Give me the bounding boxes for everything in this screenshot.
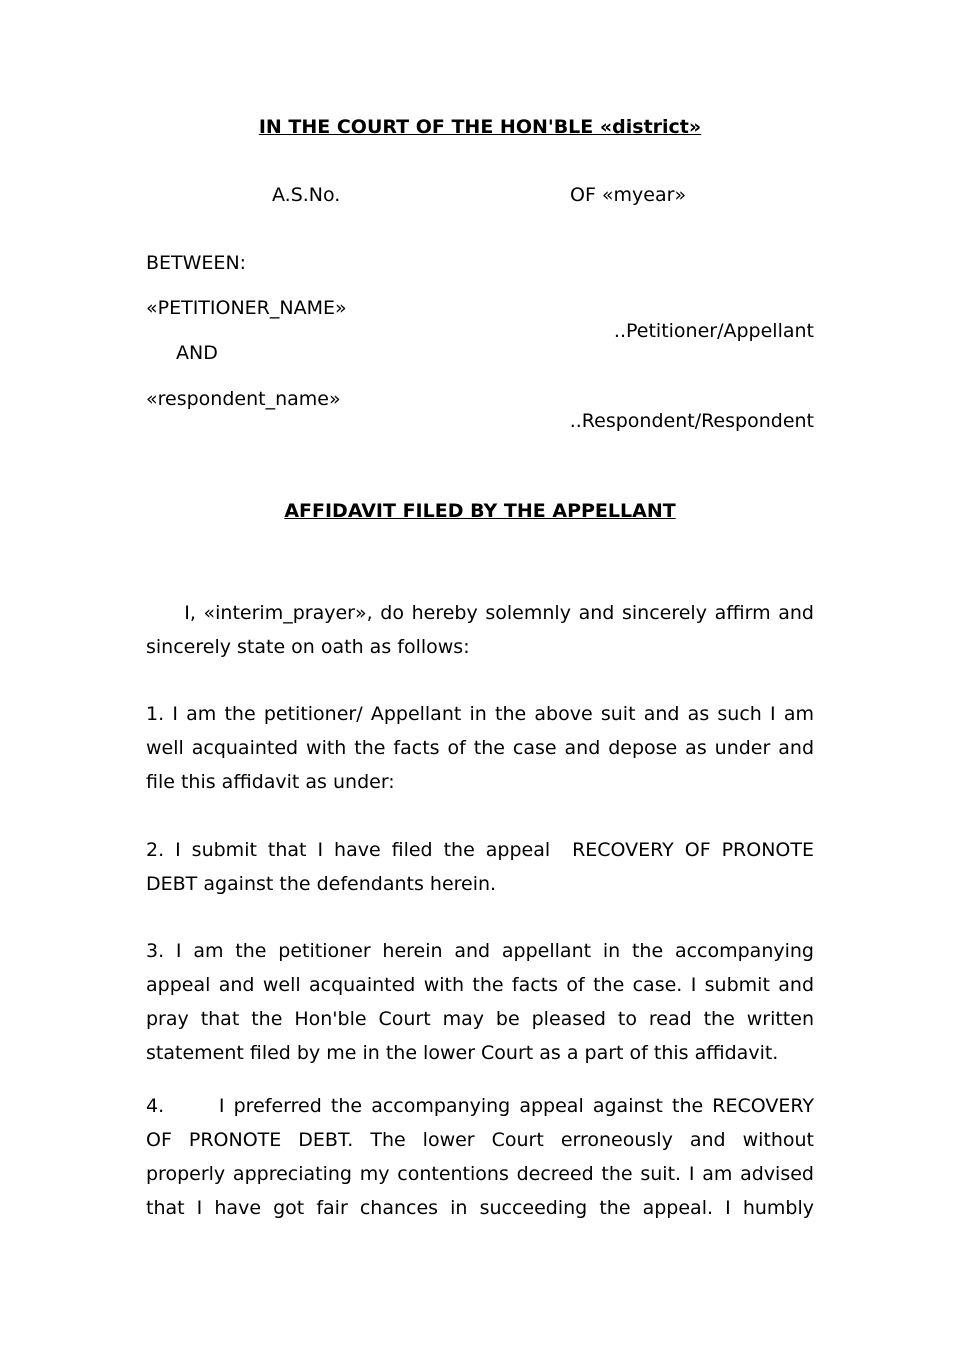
paragraph-line: properly appreciating my contentions decreed the suit. I am advised [146,1163,814,1185]
court-title: IN THE COURT OF THE HON'BLE «district» [258,116,702,138]
and-label: AND [176,342,218,364]
case-year: OF «myear» [570,184,687,206]
paragraph-line: statement filed by me in the lower Court as a part of this affidavit. [146,1042,779,1064]
paragraph-line: file this affidavit as under: [146,771,395,793]
paragraph-line: 3. I am the petitioner herein and appellant in the accompanying [146,940,814,962]
paragraph-line: OF PRONOTE DEBT. The lower Court erroneously and without [146,1129,814,1151]
case-number-label: A.S.No. [272,184,341,206]
affidavit-title: AFFIDAVIT FILED BY THE APPELLANT [284,500,676,522]
paragraph-line: sincerely state on oath as follows: [146,636,470,658]
respondent-role: ..Respondent/Respondent [569,410,814,432]
intro-paragraph [146,596,814,664]
paragraph-line: well acquainted with the facts of the case and depose as under and [146,737,814,759]
paragraph-line: that I have got fair chances in succeeding the appeal. I humbly [146,1197,814,1219]
paragraph-line: 4. I preferred the accompanying appeal against the RECOVERY [146,1095,814,1117]
paragraph-2 [146,833,814,901]
between-label: BETWEEN: [146,252,247,274]
paragraph-line: 1. I am the petitioner/ Appellant in the above suit and as such I am [146,703,814,725]
paragraph-line: DEBT against the defendants herein. [146,873,497,895]
paragraph-3 [146,934,814,1070]
paragraph-line: appeal and well acquainted with the facts of the case. I submit and [146,974,814,996]
petitioner-role: ..Petitioner/Appellant [613,320,814,342]
paragraph-1 [146,697,814,799]
petitioner-name: «PETITIONER_NAME» [146,297,347,319]
paragraph-4 [146,1089,814,1225]
paragraph-line: I, «interim_prayer», do hereby solemnly and sincerely affirm and [146,602,814,624]
paragraph-line: pray that the Hon'ble Court may be pleased to read the written [146,1008,814,1030]
respondent-name: «respondent_name» [146,388,341,410]
paragraph-line: 2. I submit that I have filed the appeal RECOVERY OF PRONOTE [146,839,814,861]
